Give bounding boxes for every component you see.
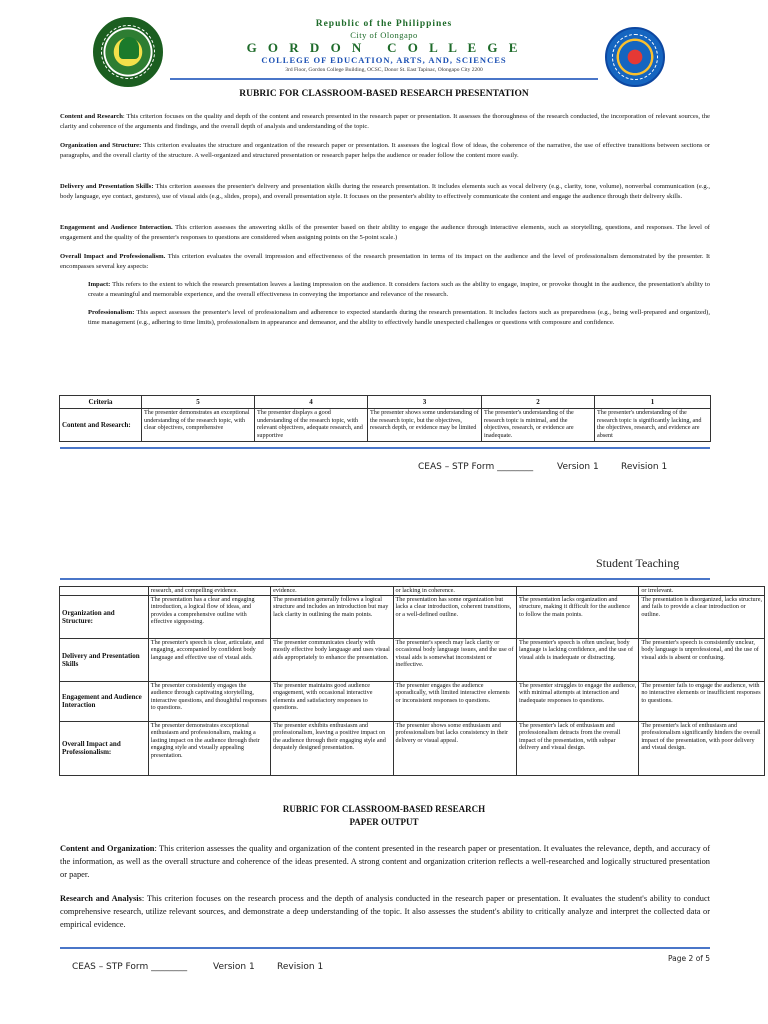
table-row-continuation	[60, 587, 765, 596]
score-cell: The presenter maintains good audience engagement, with occasional interactive elements and satisfactory responses to questions.	[271, 681, 393, 721]
header-college: G O R D O N C O L L E G E	[246, 40, 522, 55]
score-cell: The presenter consistently engages the audience through captivating storytelling, interactive questions, and thoughtful responses to questions.	[148, 681, 270, 721]
criterion-desc-delivery: Delivery and Presentation Skills: This criterion assesses the presenter's delivery and presentation skills during the research presentation. It includes elements such as vocal delivery (e.g., clarity, tone, volume), nonverbal communication (e.g., body language, eye contact, gestures), use of visual aids (e.g., slides, props), and overall presentation style. It focuses on the presenter's ability to effectively communicate the content and engage the audience through their delivery skills.	[60, 183, 710, 200]
score-cell: The presenter communicates clearly with mostly effective body language and uses visual aids appropriately to enhance the presentation.	[271, 638, 393, 681]
table-header-row	[60, 396, 711, 409]
table-row	[60, 409, 711, 442]
paper-rubric-title-line1: RUBRIC FOR CLASSROOM-BASED RESEARCH	[282, 804, 486, 814]
header-address: 3rd Floor, Gordon College Building, OCSC, Donor St. East Tapinac, Olongapo City 2200	[285, 67, 483, 73]
score-cell: The presenter's speech is consistently unclear, body language is unprofessional, and the use of visual aids is absent or confusing.	[639, 638, 765, 681]
criteria-cell: Content and Research:	[60, 409, 142, 442]
table-row	[60, 721, 765, 775]
continuation-cell: research, and compelling evidence.	[148, 587, 270, 596]
form-version: Version 1	[557, 462, 599, 472]
page-number: Page 2 of 5	[668, 954, 711, 963]
table-row	[60, 638, 765, 681]
header-department: COLLEGE OF EDUCATION, ARTS, AND, SCIENCES	[261, 55, 507, 65]
score-cell: The presenter shows some understanding of the research topic, but the objectives, research depth, or evidence may be limited	[368, 409, 482, 442]
paper-criterion-research-analysis: Research and Analysis: This criterion focuses on the research process and the depth of analysis conducted in the research paper or presentation. It evaluates the student's ability to conduct comprehensive research, utilize relevant sources, and demonstrate a deep understanding of the topic. It also assesses the student's ability to critically analyze and interpret the collected data or empirical evidence.	[60, 894, 710, 929]
score-cell: The presenter engages the audience sporadically, with limited interactive elements or inconsistent responses to questions.	[393, 681, 516, 721]
criterion-desc-organization: Organization and Structure: This criterion evaluates the structure and organization of the research paper or presentation. It assesses the logical flow of ideas, the coherence of the narrative, the use of effective transitions between sections or paragraphs, and the overall clarity of the structure. A well-organized and structured presentation or research paper helps the audience or reader follow the content more easily.	[60, 142, 710, 159]
page-header-divider	[60, 578, 710, 580]
paper-rubric-title-line2: PAPER OUTPUT	[349, 817, 419, 827]
score-cell: The presentation lacks organization and structure, making it difficult for the audience to follow the main points.	[516, 595, 638, 638]
score-cell: The presenter demonstrates exceptional enthusiasm and professionalism, making a lasting impact on the audience through their engaging style and visually appealing presentation.	[148, 721, 270, 775]
score-cell: The presentation generally follows a logical structure and includes an introduction but may lack clarity in outlining the main points.	[271, 595, 393, 638]
rubric-table-part1	[59, 395, 711, 442]
form-code: CEAS – STP Form ________	[72, 962, 188, 972]
continuation-cell: or lacking in coherence.	[393, 587, 516, 596]
criteria-cell: Delivery and Presentation Skills	[60, 638, 149, 681]
header-city: City of Olongapo	[350, 30, 418, 40]
score-cell: The presentation has a clear and engaging introduction, a logical flow of ideas, and provides a comprehensive outline with effective signposting.	[148, 595, 270, 638]
score-cell: The presenter demonstrates an exceptional understanding of the research topic, with clear objectives, comprehensive	[142, 409, 255, 442]
subcriterion-desc-impact: Impact: This refers to the extent to which the research presentation leaves a lasting impression on the audience. It considers factors such as the ability to engage, inspire, or provoke thought in the audience, the presentation's ability to create a meaningful and memorable experience, and the overall effectiveness in conveying the importance and relevance of the research.	[88, 281, 710, 298]
criterion-desc-engagement: Engagement and Audience Interaction. This criterion assesses the answering skills of the presenter based on their ability to engage the audience through interactive elements, such as storytelling, questions, and responses. The level of engagement and the quality of the presenter's responses to questions are considered when assigning points on the 5-point scale.)	[60, 224, 711, 241]
header-divider	[170, 78, 598, 80]
form-code: CEAS – STP Form ________	[418, 462, 534, 472]
continuation-cell	[516, 587, 638, 596]
criteria-cell: Organization and Structure:	[60, 595, 149, 638]
col-header-2: 2	[482, 396, 595, 409]
paper-criterion-content-organization: Content and Organization: This criterion assesses the quality and organization of the content presented in the research paper or presentation. It evaluates the relevance, depth, and accuracy of the information, as well as the overall structure and coherence of the ideas presented. A strong content and organization criterion reflects a well-researched and logically structured presentation or paper.	[60, 844, 710, 879]
table-row	[60, 681, 765, 721]
score-cell: The presentation has some organization but lacks a clear introduction, coherent transitions, or a well-defined outline.	[393, 595, 516, 638]
footer-divider	[60, 447, 710, 449]
criterion-desc-content: Content and Research: This criterion focuses on the quality and depth of the content and research presented in the research paper or presentation. It assesses the thoroughness of the research conducted, the incorporation of relevant sources, the clarity and coherence of the arguments and findings, and the overall depth of analysis and understanding of the topic.	[60, 113, 710, 130]
score-cell: The presentation is disorganized, lacks structure, and fails to provide a clear introduction or outline.	[639, 595, 765, 638]
criterion-desc-impact: Overall Impact and Professionalism. This criterion evaluates the overall impression and effectiveness of the research presentation in terms of its impact on the audience and the level of professionalism demonstrated by the presenter. It encompasses several key aspects:	[60, 253, 711, 270]
score-cell: The presenter's speech may lack clarity or occasional body language issues, and the use of visual aids is somewhat inconsistent or ineffective.	[393, 638, 516, 681]
continuation-cell: evidence.	[271, 587, 393, 596]
continuation-cell	[60, 587, 149, 596]
continuation-cell: or irrelevant.	[639, 587, 765, 596]
form-revision: Revision 1	[277, 962, 324, 972]
running-header-student-teaching: Student Teaching	[596, 556, 680, 570]
col-header-3: 3	[368, 396, 482, 409]
score-cell: The presenter struggles to engage the audience, with minimal attempts at interaction and inadequate responses to questions.	[516, 681, 638, 721]
score-cell: The presenter fails to engage the audience, with no interactive elements or insufficient responses to questions.	[639, 681, 765, 721]
score-cell: The presenter's understanding of the research topic is minimal, and the objectives, research, or evidence are inadequate.	[482, 409, 595, 442]
criteria-cell: Overall Impact and Professionalism:	[60, 721, 149, 775]
subcriterion-desc-professionalism: Professionalism: This aspect assesses the presenter's level of professionalism and adherence to expected standards during the research presentation. It includes factors such as preparedness (e.g., being well-prepared and organized), time management (e.g., adhering to time limits), professionalism in appearance and demeanor, and the ability to effectively handle unexpected challenges or questions with composure and confidence.	[88, 309, 710, 326]
col-header-criteria: Criteria	[60, 396, 142, 409]
table-row	[60, 595, 765, 638]
rubric-table-part2	[59, 586, 765, 776]
page-footer-divider	[60, 947, 710, 949]
form-version: Version 1	[213, 962, 255, 972]
score-cell: The presenter's lack of enthusiasm and professionalism significantly hinders the overall impact of the presentation, with poor delivery and visual design.	[639, 721, 765, 775]
score-cell: The presenter's understanding of the research topic is significantly lacking, and the objectives, research, and evidence are absent	[595, 409, 711, 442]
header-republic: Republic of the Philippines	[315, 19, 453, 29]
score-cell: The presenter's lack of enthusiasm and professionalism detracts from the overall impact of the presentation, with subpar delivery and visual design.	[516, 721, 638, 775]
col-header-5: 5	[142, 396, 255, 409]
col-header-4: 4	[255, 396, 368, 409]
score-cell: The presenter's speech is often unclear, body language is lacking confidence, and the use of visual aids is inadequate or distracting.	[516, 638, 638, 681]
score-cell: The presenter displays a good understanding of the research topic, with relevant objectives, adequate research, and supportive	[255, 409, 368, 442]
score-cell: The presenter shows some enthusiasm and professionalism but lacks consistency in their delivery or visual appeal.	[393, 721, 516, 775]
score-cell: The presenter exhibits enthusiasm and professionalism, leaving a positive impact on the audience through their engaging style and dequately designed presentation.	[271, 721, 393, 775]
presentation-rubric-title: RUBRIC FOR CLASSROOM-BASED RESEARCH PRESENTATION	[239, 89, 529, 99]
criteria-cell: Engagement and Audience Interaction	[60, 681, 149, 721]
score-cell: The presenter's speech is clear, articulate, and engaging, accompanied by confident body language and effective use of visual aids.	[148, 638, 270, 681]
form-revision: Revision 1	[621, 462, 668, 472]
col-header-1: 1	[595, 396, 711, 409]
